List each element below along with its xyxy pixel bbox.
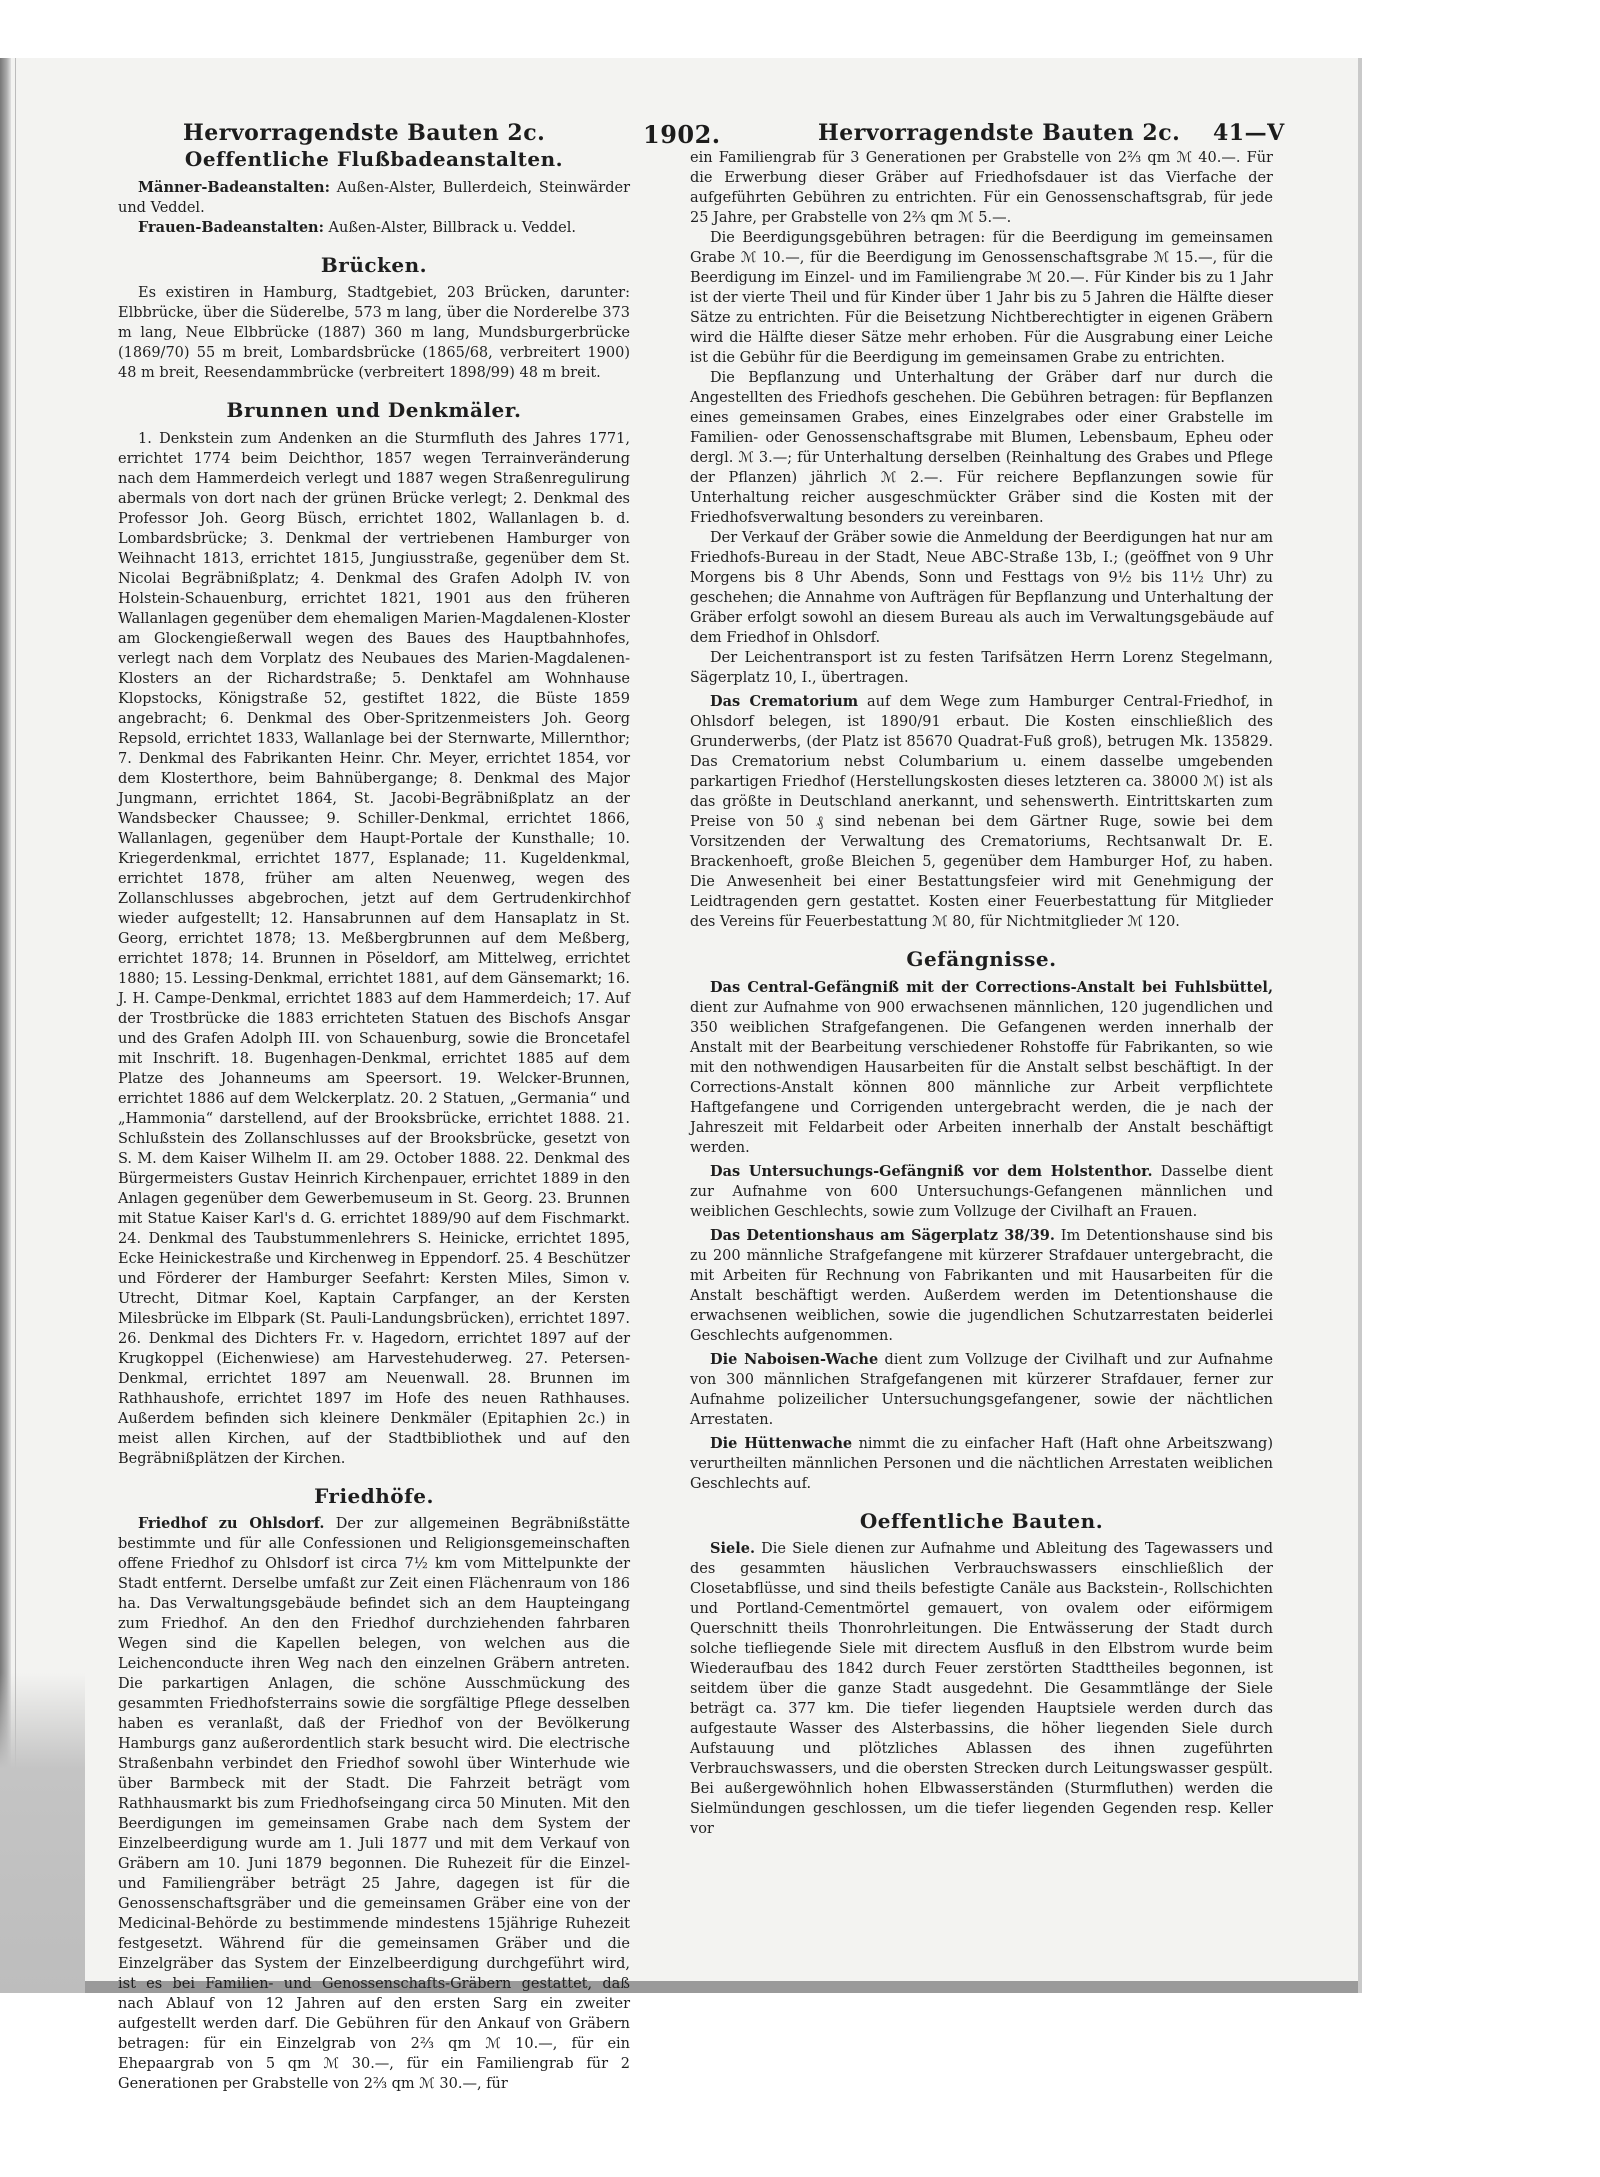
left-column <box>118 140 630 2094</box>
paragraph: Die Bepflanzung und Unterhaltung der Gräber darf nur durch die Angestellten des Friedhofs geschehen. Die Gebühren betragen: für Bepflanzen eines gemeinsamen Grabes, eines Einzelgrabes oder einer Grabstelle im Familien- oder Genossenschaftsgrabe mit Blumen, Lebensbaum, Epheu oder dergl. ℳ 3.—; für Unterhaltung derselben (Reinhaltung des Grabes und Pflege der Pflanzen) jährlich ℳ 2.—. Für reichere Bepflanzungen sowie für Unterhaltung reicher ausgeschmückter Gräber sind die Kosten mit der Friedhofsverwaltung besonders zu vereinbaren. <box>690 370 1273 526</box>
paragraph <box>690 1162 1273 1222</box>
paragraph <box>118 178 630 218</box>
paragraph-lead: Das Central-Gefängniß mit der Corrections-Anstalt bei Fuhlsbüttel, <box>710 978 1273 996</box>
paragraph-text: nimmt die zu einfacher Haft (Haft ohne Arbeitszwang) verurtheilten männlichen Personen und die nächtlichen Arrestaten weiblichen Geschlechts auf. <box>690 1435 1273 1492</box>
paragraph-lead: Siele. <box>710 1540 755 1558</box>
section-title: Oeffentliche Bauten. <box>859 1508 1104 1533</box>
paragraph-text: Im Detentionshause sind bis zu 200 männliche Strafgefangene mit kürzerer Strafdauer untergebracht, die mit Arbeiten für Rechnung von Fabrikanten und mit Hausarbeiten für die Anstalt beschäftigt werden. Außerdem werden im Detentionshause die erwachsenen weiblichen, sowie die jugendlichen Schutzarrestaten beiderlei Geschlechts aufgenommen. <box>690 1227 1273 1344</box>
header-right: Hervorragendste Bauten 2c. <box>818 120 1181 146</box>
section-title: Oeffentliche Flußbadeanstalten. <box>184 147 564 171</box>
scan-shadow <box>0 1673 85 1993</box>
paragraph: 1. Denkstein zum Andenken an die Sturmfluth des Jahres 1771, errichtet 1774 beim Deichthor, 1857 wegen Terrainveränderung nach dem Hammerdeich verlegt und 1887 wegen Straßenregulirung abermals von dort nach der grünen Brücke verlegt; 2. Denkmal des Professor Joh. Georg Büsch, errichtet 1802, Wallanlagen b. d. Lombardsbrücke; 3. Denkmal der vertriebenen Hamburger von Weihnacht 1813, errichtet 1815, Jungiusstraße, gegenüber dem St. Nicolai Begräbnißplatz; 4. Denkmal des Grafen Adolph IV. von Holstein-Schauenburg, errichtet 1821, 1901 aus den früheren Wallanlagen gegenüber dem ehemaligen Marien-Magdalenen-Kloster am Glockengießerwall wegen des Baues des Hauptbahnhofes, verlegt nach dem Vorplatz des Neubaues des Marien-Magdalenen-Klosters an der Richardstraße; 5. Denktafel am Wohnhause Klopstocks, Königstraße 52, gestiftet 1822, die Büste 1859 angebracht; 6. Denkmal des Ober-Spritzenmeisters Joh. Georg Repsold, errichtet 1833, Wallanlage bei der Sternwarte, Millernthor; 7. Denkmal des Fabrikanten Heinr. Chr. Meyer, errichtet 1854, vor dem Klosterthore, beim Bahnübergange; 8. Denkmal des Major Jungmann, errichtet 1864, St. Jacobi-Begräbnißplatz an der Wandsbecker Chaussee; 9. Schiller-Denkmal, errichtet 1866, Wallanlagen, gegenüber dem Haupt-Portale der Kunsthalle; 10. Kriegerdenkmal, errichtet 1877, Esplanade; 11. Kugeldenkmal, errichtet 1878, früher am alten Neuenweg, wegen des Zollanschlusses abgebrochen, jetzt auf dem Gertrudenkirchhof wieder aufgestellt; 12. Hansabrunnen auf dem Hansaplatz in St. Georg, errichtet 1878; 13. Meßbergbrunnen auf dem Meßberg, errichtet 1878; 14. Brunnen in Pöseldorf, am Mittelweg, errichtet 1880; 15. Lessing-Denkmal, errichtet 1881, auf dem Gänsemarkt; 16. J. H. Campe-Denkmal, errichtet 1883 auf dem Hammerdeich; 17. Auf der Trostbrücke die 1883 errichteten Statuen des Bischofs Ansgar und des Grafen Adolph III. von Schauenburg, sowie die Broncetafel mit Inschrift. 18. Bugenhagen-Denkmal, errichtet 1885 auf dem Platze des Johanneums am Speersort. 19. Welcker-Brunnen, errichtet 1886 auf dem Welckerplatz. 20. 2 Statuen, „Germania“ und „Hammonia“ darstellend, auf der Brooksbrücke, errichtet 1888. 21. Schlußstein des Zollanschlusses auf der Brooksbrücke, gesetzt von S. M. dem Kaiser Wilhelm II. am 29. October 1888. 22. Denkmal des Bürgermeisters Gustav Heinrich Kirchenpauer, errichtet 1889 in den Anlagen gegenüber dem Gewerbemuseum in St. Georg. 23. Brunnen mit Statue Kaiser Karl's d. G. errichtet 1889/90 auf dem Fischmarkt. 24. Denkmal des Taubstummenlehrers S. Heinicke, errichtet 1895, Ecke Heinickestraße und Kirchenweg in Eppendorf. 25. 4 Beschützer und Förderer der Hamburger Seefahrt: Kersten Miles, Simon v. Utrecht, Ditmar Koel, Kaptain Carpfanger, an der Kersten Milesbrücke im Elbpark (St. Pauli-Landungsbrücken), errichtet 1897. 26. Denkmal des Dichters Fr. v. Hagedorn, errichtet 1897 auf der Krugkoppel (Eichenwiese) am Harvestehuderweg. 27. Petersen-Denkmal, errichtet 1897 am Neuenwall. 28. Brunnen im Rathhaushofe, errichtet 1897 im Hofe des neuen Rathhauses. Außerdem befinden sich kleinere Denkmäler (Epitaphien 2c.) in meist allen Kirchen, auf der Stadtbibliothek und auf den Begräbnißplätzen der Kirchen. <box>118 430 630 1467</box>
paragraph <box>690 1539 1273 1839</box>
paragraph-text: Die Siele dienen zur Aufnahme und Ableitung des Tagewassers und des gesammten häuslichen Verbrauchswassers einschließlich der Closetabflüsse, und sind theils befestigte Canäle aus Backstein-, Rollschichten und Portland-Cementmörtel gemauert, von ovalem oder eiförmigem Querschnitt theils Thonrohrleitungen. Die Entwässerung der Stadt durch solche tiefliegende Siele mit directem Ausfluß in den Elbstrom wurde beim Wiederaufbau des 1842 durch Feuer zerstörten Stadttheiles begonnen, ist seitdem über die ganze Stadt ausgedehnt. Die Gesammtlänge der Siele beträgt ca. 377 km. Die tiefer liegenden Hauptsiele werden durch das aufgestaute Wasser des Alsterbassins, die höher liegenden Siele durch Aufstauung und plötzliches Ablassen des ihnen zugeführten Verbrauchswassers, und die obersten Strecken durch Leitungswasser gespült. Bei außergewöhnlich hohen Elbwasserständen (Sturmfluthen) werden die Sielmündungen geschlossen, um die tiefer liegenden Gegenden resp. Keller vor <box>690 1541 1273 1838</box>
paragraph <box>690 1226 1273 1346</box>
paragraph-lead: Die Hüttenwache <box>710 1434 853 1452</box>
paragraph <box>690 1434 1273 1494</box>
paragraph-text: Außen-Alster, Bullerdeich, Steinwärder und Veddel. <box>118 179 630 216</box>
section-title: Friedhöfe. <box>314 1483 434 1508</box>
paragraph-lead: Das Crematorium <box>710 693 859 710</box>
section-title: Gefängnisse. <box>906 947 1057 971</box>
paragraph: Der Leichentransport ist zu festen Tarifsätzen Herrn Lorenz Stegelmann, Sägerplatz 10, I., übertragen. <box>690 650 1273 686</box>
header-left: Hervorragendste Bauten 2c. <box>183 120 546 146</box>
running-header <box>0 58 1362 149</box>
paragraph-text: dient zur Aufnahme von 900 erwachsenen männlichen, 120 jugendlichen und 350 weiblichen Strafgefangenen. Die Gefangenen werden innerhalb der Anstalt mit der Bearbeitung verschiedener Rohstoffe für Fabrikanten, so wie mit den nothwendigen Hausarbeiten für die Anstalt selbst beschäftigt. In der Corrections-Anstalt können 800 männliche zur Arbeit verpflichtete Haftgefangene und Corrigenden untergebracht werden, die je nach der Jahreszeit mit Feldarbeit oder Arbeiten innerhalb der Anstalt beschäftigt werden. <box>690 999 1273 1156</box>
header-year: 1902. <box>643 120 721 149</box>
paragraph: Der Verkauf der Gräber sowie die Anmeldung der Beerdigungen hat nur am Friedhofs-Bureau in der Stadt, Neue ABC-Straße 13b, I.; (geöffnet von 9 Uhr Morgens bis 8 Uhr Abends, Sonn und Festtags von 9½ bis 11½ Uhr) zu geschehen; die Annahme von Aufträgen für Bepflanzung und Unterhaltung der Gräber erfolgt sowohl an diesem Bureau als auch im Verwaltungsgebäude auf dem Friedhof in Ohlsdorf. <box>690 530 1273 646</box>
paragraph-lead: Das Detentionshaus am Sägerplatz 38/39. <box>710 1226 1055 1244</box>
paragraph <box>690 692 1273 932</box>
paragraph <box>690 1350 1273 1430</box>
paragraph-text: auf dem Wege zum Hamburger Central-Friedhof, in Ohlsdorf belegen, ist 1890/91 erbaut. Die Kosten einschließlich des Grunderwerbs, (der Platz ist 85670 Quadrat-Fuß groß), betrugen Mk. 135829. Das Crematorium nebst Columbarium u. einem dasselbe umgebenden parkartigen Friedhof (Herstellungskosten dieses letzteren ca. 38000 ℳ) ist als das größte in Deutschland anerkannt, und sehenswerth. Eintrittskarten zum Preise von 50 ₰ sind nebenan bei dem Gärtner Ruge, sowie bei dem Vorsitzenden der Verwaltung des Crematoriums, Rechtsanwalt Dr. E. Brackenhoeft, große Bleichen 5, gegenüber dem Hamburger Hof, zu haben. Die Anwesenheit bei einer Bestattungsfeier wird mit Genehmigung der Leidtragenden gern gestattet. Kosten einer Feuerbestattung für Mitglieder des Vereins für Feuerbestattung ℳ 80, für Nichtmitglieder ℳ 120. <box>690 694 1273 930</box>
scan-right-shadow <box>1358 58 1362 1993</box>
paragraph: ein Familiengrab für 3 Generationen per Grabstelle von 2⅔ qm ℳ 40.—. Für die Erwerbung dieser Gräber auf Friedhofsdauer ist das Vierfache der aufgeführten Gebühren zu entrichten. Für ein Genossenschaftsgrab, für jede 25 Jahre, per Grabstelle von 2⅔ qm ℳ 5.—. <box>690 150 1273 226</box>
paragraph-text: Dasselbe dient zur Aufnahme von 600 Untersuchungs-Gefangenen männlichen und weiblichen Geschlechts, sowie zum Vollzuge der Civilhaft an Frauen. <box>690 1163 1274 1220</box>
paragraph-lead: Männer-Badeanstalten: <box>138 178 330 196</box>
paragraph <box>690 978 1273 1158</box>
paragraph-lead: Friedhof zu Ohlsdorf. <box>138 1515 325 1533</box>
paragraph <box>118 1514 630 2094</box>
page-number: 41—V <box>1213 120 1285 146</box>
paragraph: Die Beerdigungsgebühren betragen: für die Beerdigung im gemeinsamen Grabe ℳ 10.—, für die Beerdigung im Genossenschaftsgrabe ℳ 15.—, für die Beerdigung im Einzel- und im Familiengrabe ℳ 20.—. Für Kinder bis zu 1 Jahr ist der vierte Theil und für Kinder über 1 Jahr bis zu 5 Jahren die Hälfte dieser Sätze zu entrichten. Für die Beisetzung Nichtberechtigter in eigenen Gräbern wird die Hälfte dieser Sätze mehr erhoben. Für die Ausgrabung einer Leiche ist die Gebühr für die Beerdigung im gemeinsamen Grabe zu entrichten. <box>690 230 1273 366</box>
paragraph-lead: Die Naboisen-Wache <box>710 1350 879 1368</box>
paragraph: Es existiren in Hamburg, Stadtgebiet, 203 Brücken, darunter: Elbbrücke, über die Süderelbe, 573 m lang, über die Norderelbe 373 m lang, Neue Elbbrücke (1887) 360 m lang, Mundsburgerbrücke (1869/70) 55 m breit, Lombardsbrücke (1865/68, verbreitert 1900) 48 m breit, Reesendammbrücke (verbreitert 1898/99) 48 m breit. <box>118 285 630 382</box>
right-column <box>690 148 1273 1839</box>
paragraph-lead: Das Untersuchungs-Gefängniß vor dem Holstenthor. <box>710 1162 1153 1180</box>
section-title: Brücken. <box>320 252 428 277</box>
section-title: Brunnen und Denkmäler. <box>226 398 522 423</box>
paragraph-text: Der zur allgemeinen Begräbnißstätte bestimmte und für alle Confessionen und Religionsgemeinschaften offene Friedhof zu Ohlsdorf ist circa 7½ km vom Mittelpunkte der Stadt entfernt. Derselbe umfaßt zur Zeit einen Flächenraum von 186 ha. Das Verwaltungsgebäude befindet sich an dem Haupteingang zum Friedhof. An den den Friedhof durchziehenden fahrbaren Wegen sind die Kapellen belegen, von welchen aus die Leichenconducte ihren Weg nach den einzelnen Gräbern antreten. Die parkartigen Anlagen, die schöne Ausschmückung des gesammten Friedhofsterrains sowie die sorgfältige Pflege desselben haben es veranlaßt, daß der Friedhof von der Bevölkerung Hamburgs ganz außerordentlich stark besucht wird. Die electrische Straßenbahn verbindet den Friedhof sowohl über Winterhude wie über Barmbeck mit der Stadt. Die Fahrzeit beträgt vom Rathhausmarkt bis zum Friedhofseingang circa 50 Minuten. Mit den Beerdigungen im gemeinsamen Grabe nach dem System der Einzelbeerdigung wurde am 1. Juli 1877 und mit dem Verkauf von Gräbern am 10. Juni 1879 begonnen. Die Ruhezeit für die Einzel- und Familiengräber beträgt 25 Jahre, dagegen ist für die Genossenschaftsgräber und die gemeinsamen Gräber eine von der Medicinal-Behörde zu bestimmende mindestens 15jährige Ruhezeit festgesetzt. Während für die gemeinsamen Gräber und die Einzelgräber das System der Einzelbeerdigung durchgeführt wird, ist es bei Familien- und Genossenschafts-Gräbern gestattet, daß nach Ablauf von 12 Jahren auf den ersten Sarg ein zweiter aufgestellt werden darf. Die Gebühren für den Ankauf von Gräbern betragen: für ein Einzelgrab von 2⅔ qm ℳ 10.—, für ein Ehepaargrab von 5 qm ℳ 30.—, für ein Familiengrab für 2 Generationen per Grabstelle von 2⅔ qm ℳ 30.—, für <box>118 1516 630 2093</box>
paragraph-text: dient zum Vollzuge der Civilhaft und zur Aufnahme von 300 männlichen Strafgefangenen mit kürzerer Strafdauer, ferner zur Aufnahme polizeilicher Untersuchungsgefangener, sowie der nächtlichen Arrestaten. <box>690 1351 1274 1428</box>
paragraph-text: Außen-Alster, Billbrack u. Veddel. <box>323 219 576 236</box>
paragraph <box>118 218 630 238</box>
paragraph-lead: Frauen-Badeanstalten: <box>138 218 324 236</box>
